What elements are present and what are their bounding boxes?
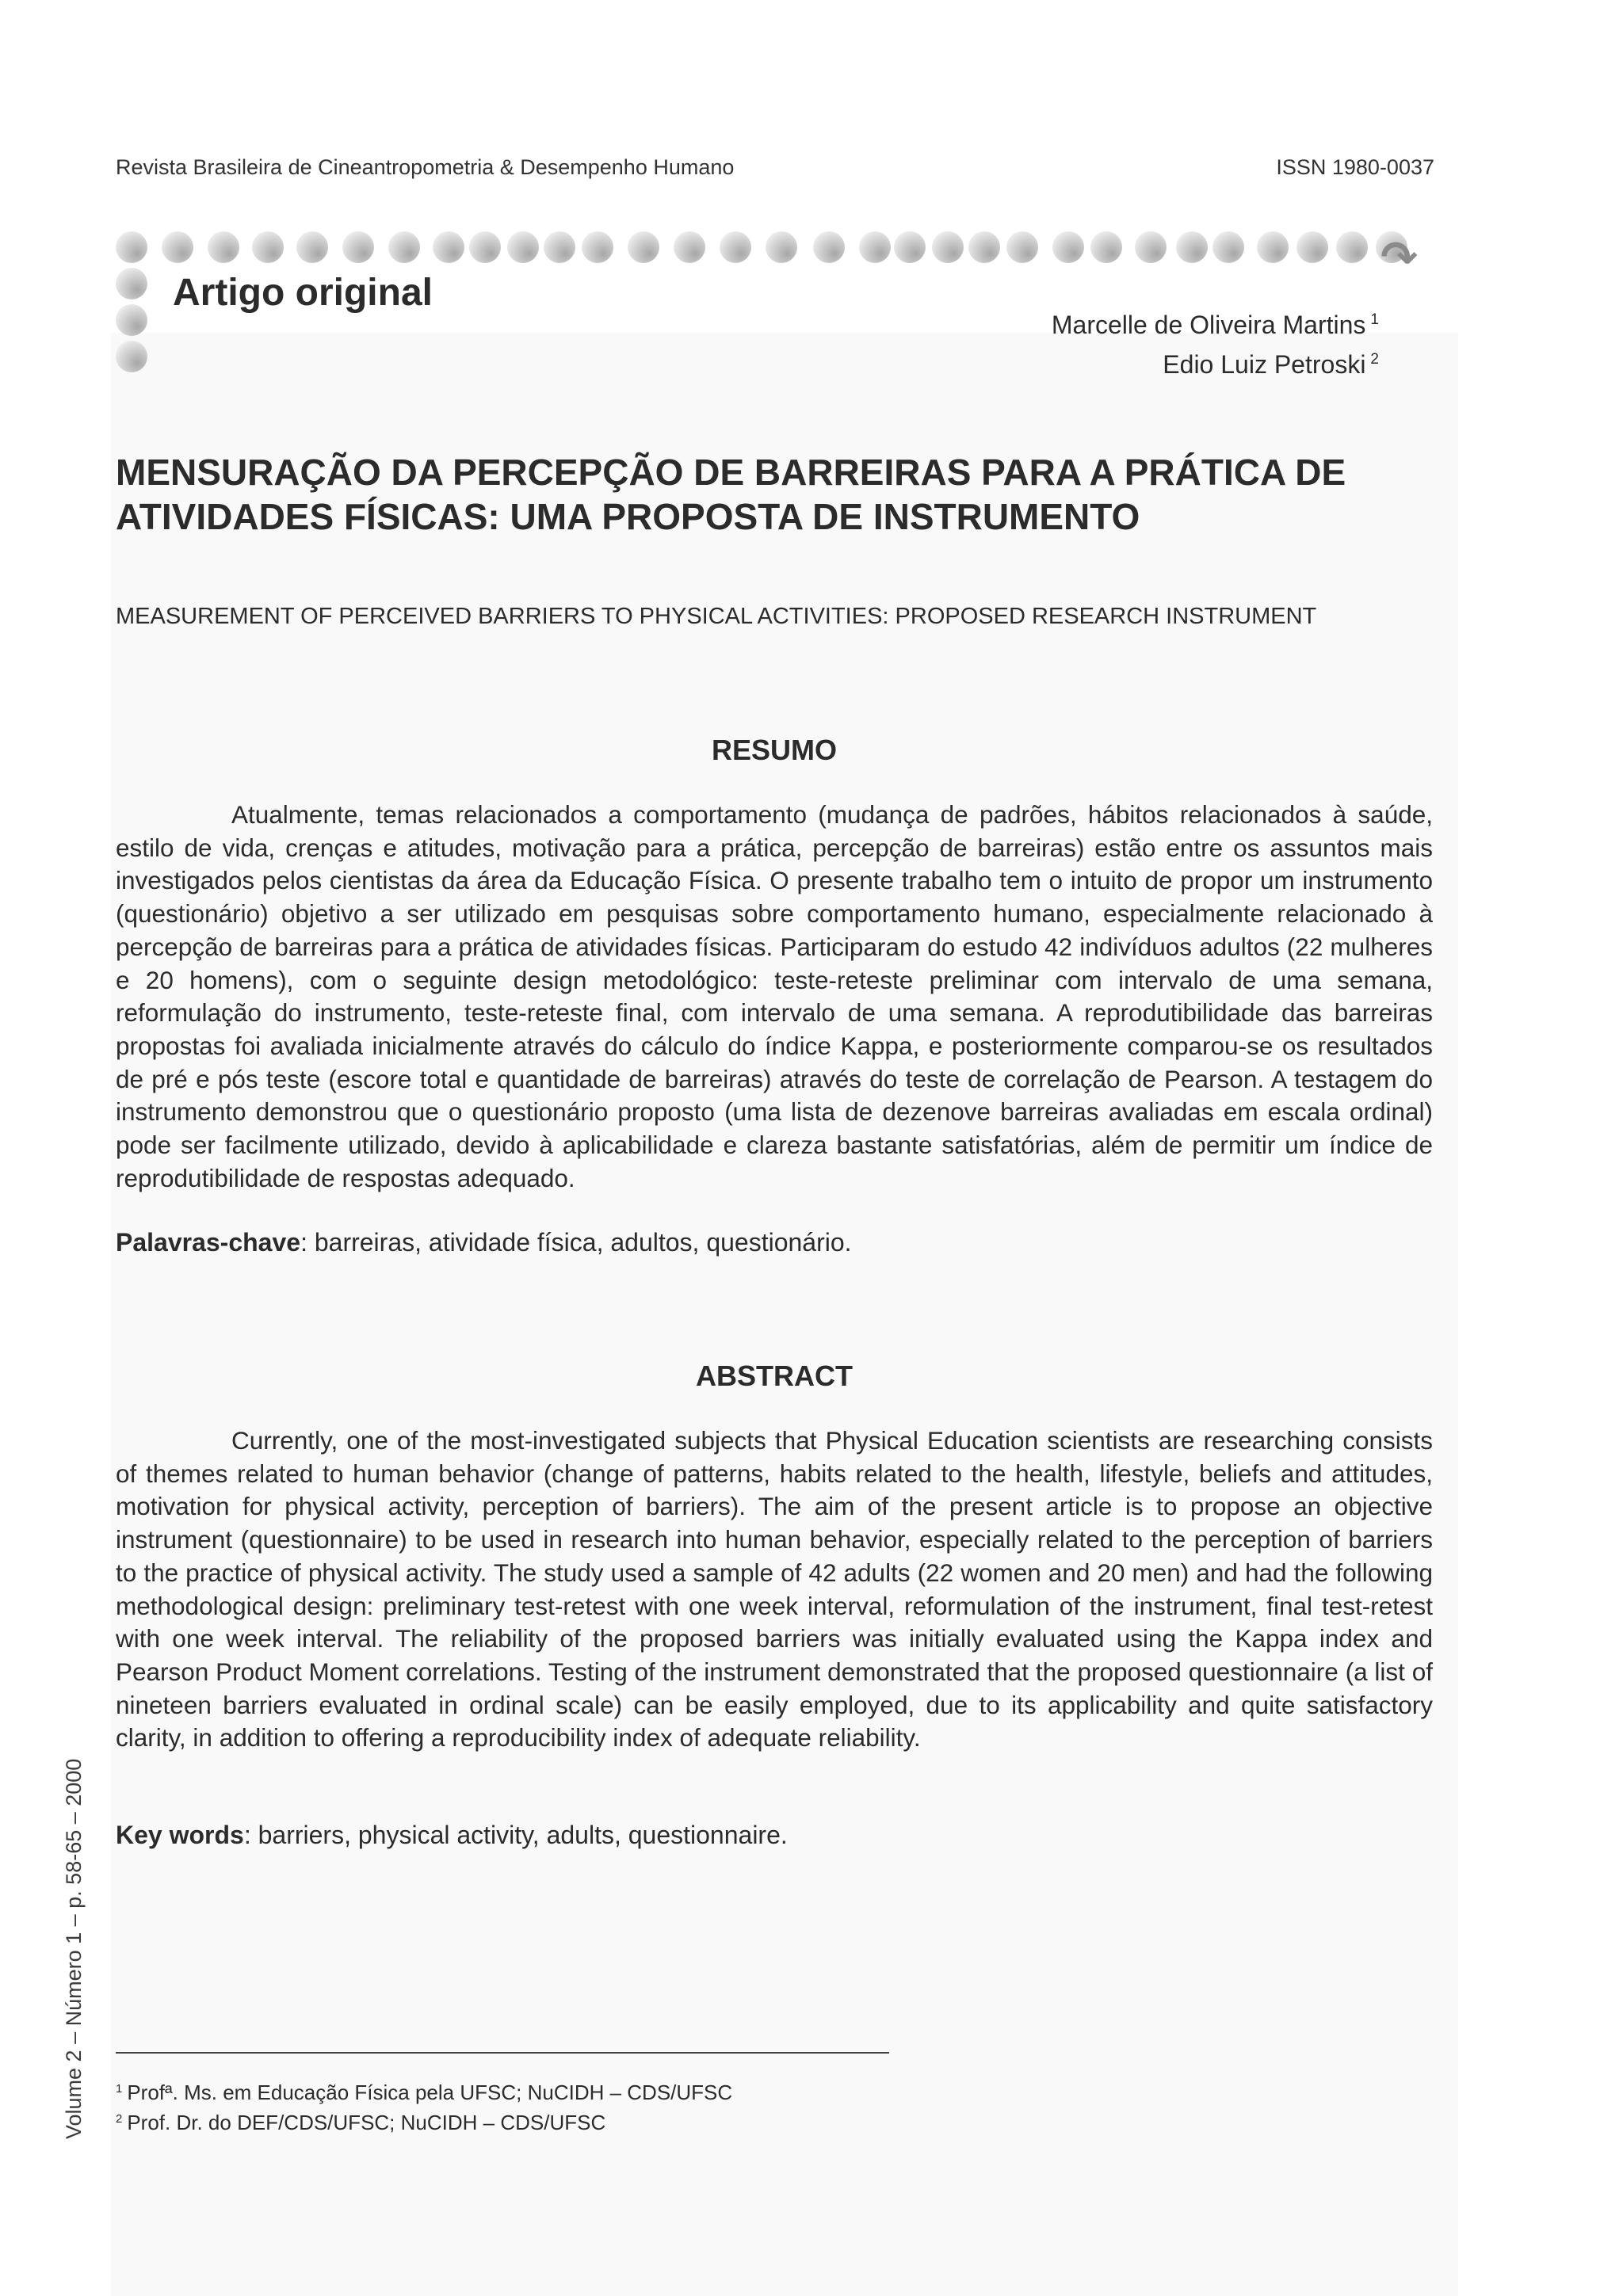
decorative-dot (1006, 231, 1038, 263)
english-title: MEASUREMENT OF PERCEIVED BARRIERS TO PHYSICAL ACTIVITIES: PROPOSED RESEARCH INSTRUMENT (116, 604, 1317, 629)
decorative-dot (1176, 231, 1208, 263)
footnote-text: Prof. Dr. do DEF/CDS/UFSC; NuCIDH – CDS/UFSC (127, 2111, 606, 2134)
title-line: MENSURAÇÃO DA PERCEPÇÃO DE BARREIRAS PARA A PRÁTICA DE (116, 452, 1346, 493)
author-note-mark: 2 (1370, 351, 1379, 368)
footnote-mark: 1 (116, 2082, 123, 2096)
decorative-dot (1336, 231, 1368, 263)
decorative-dot (116, 304, 147, 336)
footnote (116, 2106, 732, 2136)
author (1052, 303, 1379, 342)
decorative-dot (544, 231, 575, 263)
decorative-dot (766, 231, 797, 263)
keywords-list: : barreiras, atividade física, adultos, questionário. (300, 1228, 852, 1257)
article-title (116, 450, 1463, 539)
footnote-mark: 2 (116, 2112, 123, 2126)
decorative-dot (208, 231, 239, 263)
author-name: Edio Luiz Petroski (1163, 350, 1366, 379)
decorative-dot (1257, 231, 1289, 263)
keywords-list: : barriers, physical activity, adults, questionnaire. (243, 1821, 788, 1849)
decorative-dot (252, 231, 284, 263)
decorative-dot (469, 231, 501, 263)
journal-name: Revista Brasileira de Cineantropometria & Desempenho Humano (116, 155, 735, 179)
author (1052, 342, 1379, 382)
decorative-dot (507, 231, 539, 263)
footnote-divider (116, 2052, 889, 2054)
decorative-dot (1212, 231, 1244, 263)
keywords-label: Key words (116, 1821, 244, 1849)
decorative-dot (116, 341, 147, 372)
volume-side-note: Volume 2 – Número 1 – p. 58-65 – 2000 (62, 1758, 86, 2139)
curved-arrow-icon: ↷ (1381, 232, 1418, 284)
resumo-heading: RESUMO (711, 734, 837, 766)
footnote (116, 2076, 732, 2106)
decorative-dot (720, 231, 751, 263)
decorative-dot (162, 231, 193, 263)
author-note-mark: 1 (1370, 311, 1379, 328)
footnotes (116, 2076, 732, 2136)
decorative-dot (1090, 231, 1122, 263)
abstract-keywords (116, 1821, 788, 1850)
decorative-dot (1296, 231, 1328, 263)
decorative-dot (859, 231, 891, 263)
decorative-dot (296, 231, 328, 263)
footnote-text: Profª. Ms. em Educação Física pela UFSC; NuCIDH – CDS/UFSC (127, 2081, 733, 2104)
author-list (1052, 303, 1379, 382)
decorative-dot (1135, 231, 1167, 263)
decorative-dot (388, 231, 420, 263)
decorative-dot (433, 231, 464, 263)
author-name: Marcelle de Oliveira Martins (1051, 311, 1366, 339)
resumo-keywords (116, 1228, 852, 1257)
decorative-dot (628, 231, 659, 263)
article-type: Artigo original (173, 272, 433, 314)
decorative-dot (582, 231, 613, 263)
decorative-dot (894, 231, 926, 263)
decorative-dot (674, 231, 705, 263)
decorative-dot (116, 268, 147, 299)
decorative-dot-row (116, 231, 1423, 263)
abstract-heading: ABSTRACT (696, 1360, 853, 1392)
abstract-text: Currently, one of the most-investigated subjects that Physical Education scientists are researching consists of themes related to human behavior (change of patterns, habits related to the health, lifestyle, beliefs and attitudes, motivation for physical activity, perception of barriers). The aim of the present article is to propose an objective instrument (questionnaire) to be used in research into human behavior, especially related to the perception of barriers to the practice of physical activity. The study used a sample of 42 adults (22 women and 20 men) and had the following methodological design: preliminary test-retest with one week interval, reformulation of the instrument, final test-retest with one week interval. The reliability of the proposed barriers was initially evaluated using the Kappa index and Pearson Product Moment correlations. Testing of the instrument demonstrated that the proposed questionnaire (a list of nineteen barriers evaluated in ordinal scale) can be easily employed, due to its applicability and quite satisfactory clarity, in addition to offering a reproducibility index of adequate reliability. (116, 1426, 1433, 1753)
decorative-dot (116, 231, 147, 263)
decorative-dot (813, 231, 845, 263)
issn: ISSN 1980-0037 (1276, 155, 1434, 179)
keywords-label: Palavras-chave (116, 1228, 301, 1257)
decorative-dot (1052, 231, 1084, 263)
decorative-dot (968, 231, 1000, 263)
resumo-text: Atualmente, temas relacionados a comportamento (mudança de padrões, hábitos relacionados à saúde, estilo de vida, crenças e atitudes, motivação para a prática, percepção de barreiras) estão entre os assuntos mais investigados pelos cientistas da área da Educação Física. O presente trabalho tem o intuito de propor um instrumento (questionário) objetivo a ser utilizado em pesquisas sobre comportamento humano, especialmente relacionado à percepção de barreiras para a prática de atividades físicas. Participaram do estudo 42 indivíduos adultos (22 mulheres e 20 homens), com o seguinte design metodológico: teste-reteste preliminar com intervalo de uma semana, reformulação do instrumento, teste-reteste final, com intervalo de uma semana. A reprodutibilidade das barreiras propostas foi avaliada inicialmente através do cálculo do índice Kappa, e posteriormente comparou-se os resultados de pré e pós teste (escore total e quantidade de barreiras) através do teste de correlação de Pearson. A testagem do instrumento demonstrou que o questionário proposto (uma lista de dezenove barreiras avaliadas em escala ordinal) pode ser facilmente utilizado, devido à aplicabilidade e clareza bastante satisfatórias, além de permitir um índice de reprodutibilidade de respostas adequado. (116, 800, 1433, 1192)
title-line: ATIVIDADES FÍSICAS: UMA PROPOSTA DE INSTRUMENTO (116, 496, 1140, 537)
decorative-dot (932, 231, 964, 263)
decorative-dot (342, 231, 374, 263)
